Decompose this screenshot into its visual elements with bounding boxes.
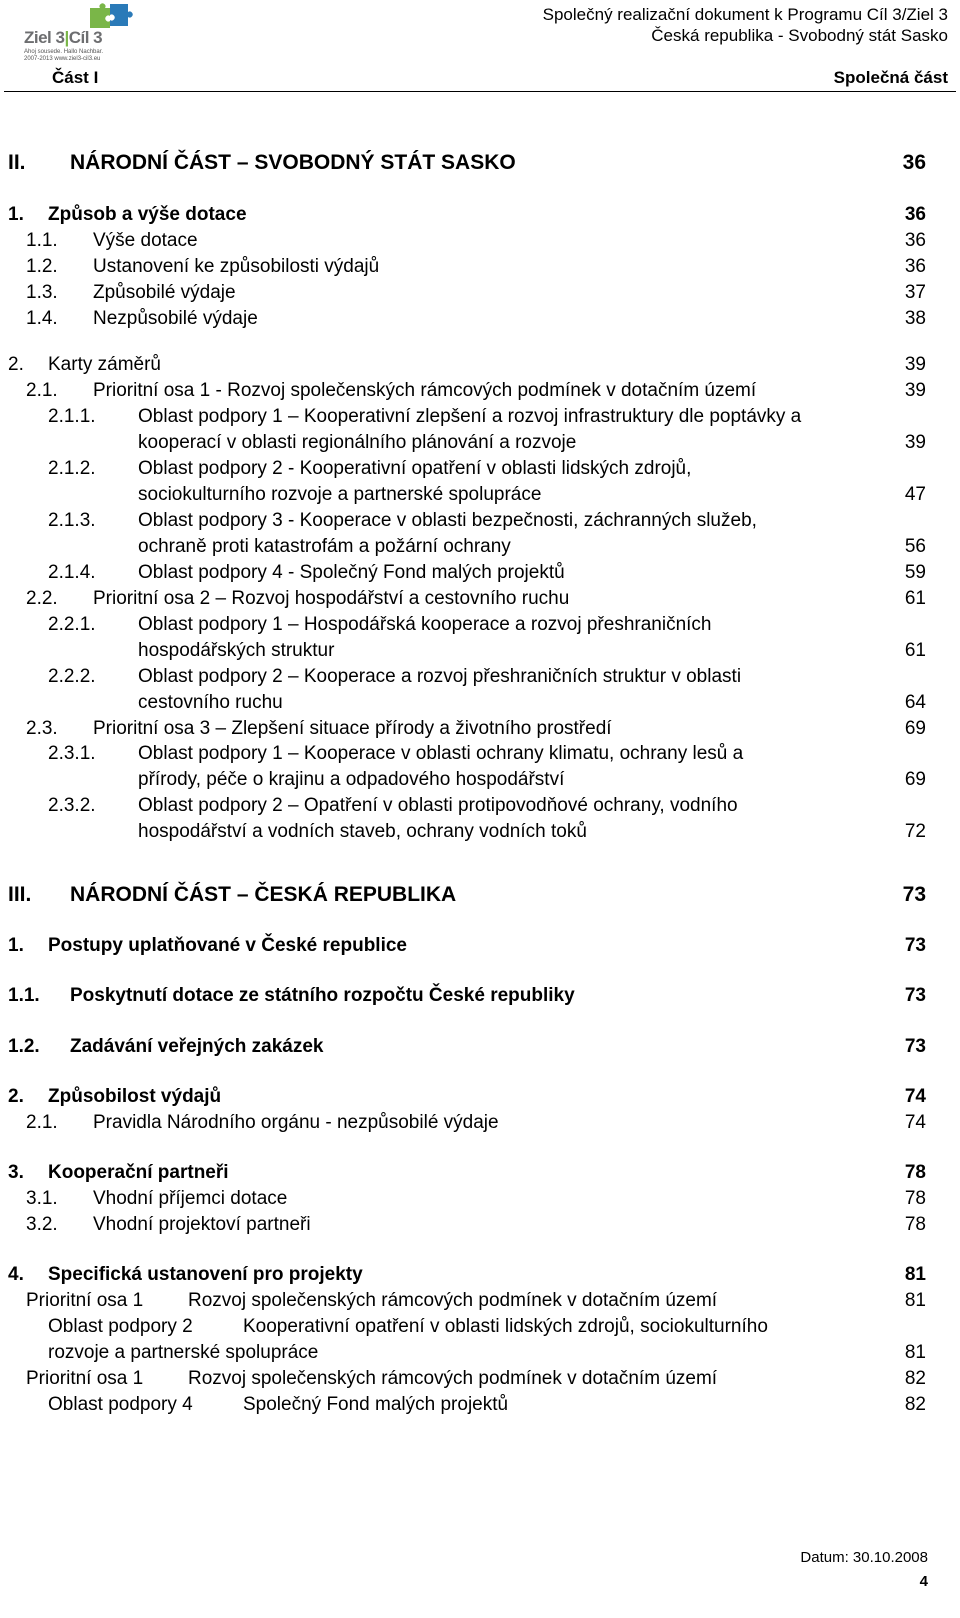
toc-entry-page: 78 [904,1188,926,1209]
toc-entry-number: II. [8,151,26,174]
toc-entry [0,404,926,430]
toc-entry-title: NÁRODNÍ ČÁST – ČESKÁ REPUBLIKA [70,883,457,906]
toc-entry [0,586,926,612]
toc-entry-page: 64 [904,692,926,713]
toc-entry [0,228,926,254]
toc-entry-number: 2.3.2. [48,795,96,816]
toc-entry-title: Rozvoj společenských rámcových podmínek v dotačním území [188,1368,718,1389]
toc-entry [0,482,926,508]
document-title-line2: Česká republika - Svobodný stát Sasko [651,26,948,45]
logo-brand-separator: | [64,28,69,47]
toc-entry [0,306,926,332]
toc-entry-page: 78 [904,1162,926,1183]
toc-entry [0,1392,926,1418]
toc-entry-title: Oblast podpory 2 - Kooperativní opatření v oblasti lidských zdrojů, [138,458,692,479]
toc-entry-title: Vhodní příjemci dotace [93,1188,288,1209]
toc-entry-number: 1. [8,935,24,956]
page-number: 4 [919,1573,928,1590]
toc-entry [0,1160,926,1186]
toc-entry-title: Způsobilé výdaje [93,282,236,303]
toc-entry-title: ochraně proti katastrofám a požární ochrany [138,536,511,557]
toc-entry-number: 2.1.2. [48,458,96,479]
toc-entry-title: Rozvoj společenských rámcových podmínek v dotačním území [188,1290,718,1311]
document-title-line1: Společný realizační dokument k Programu Cíl 3/Ziel 3 [542,5,948,24]
toc-entry-page: 39 [904,432,926,453]
document-title [543,4,948,46]
toc-entry-number: 2.3.1. [48,743,96,764]
logo-tagline-line1: Ahoj sousede. Hallo Nachbar. [24,49,104,55]
toc-entry-page: 69 [904,769,926,790]
toc-entry [0,767,926,793]
toc-entry-number: Prioritní osa 1 [26,1368,144,1389]
toc-entry-title: Prioritní osa 3 – Zlepšení situace přírody a životního prostředí [93,718,612,739]
toc-entry [0,1288,926,1314]
toc-entry-page: 82 [904,1368,926,1389]
toc-entry-number: 2.1. [26,1112,58,1133]
toc-entry-title: hospodářských struktur [138,640,335,661]
toc-entry-number: 2.3. [26,718,58,739]
toc-entry [0,378,926,404]
toc-entry-title: Oblast podpory 4 - Společný Fond malých projektů [138,562,565,583]
logo-brand-left: Ziel 3 [24,28,65,47]
toc-entry-page: 59 [904,562,926,583]
toc-entry-page: 37 [904,282,926,303]
toc-entry-number: 2. [8,1086,24,1107]
toc-entry-title: Výše dotace [93,230,198,251]
toc-entry-page: 36 [904,230,926,251]
toc-entry-title: hospodářství a vodních staveb, ochrany vodních toků [138,821,587,842]
toc-entry [0,534,926,560]
toc-entry-page: 72 [904,821,926,842]
toc-entry [0,690,926,716]
toc-entry [0,430,926,456]
toc-entry [0,741,926,767]
toc-entry-title: Vhodní projektoví partneři [93,1214,311,1235]
toc-entry-number: 1.4. [26,308,58,329]
toc-entry-number: 2. [8,354,24,375]
toc-entry-title: cestovního ruchu [138,692,283,713]
toc-entry [0,149,926,175]
toc-entry [0,1366,926,1392]
toc-entry-title: Způsob a výše dotace [48,204,247,225]
toc-entry-title: rozvoje a partnerské spolupráce [48,1342,319,1363]
toc-entry-number: 2.2.1. [48,614,96,635]
toc-entry [0,793,926,819]
toc-entry-page: 81 [904,1342,926,1363]
toc-entry [0,1314,926,1340]
toc-entry-title: Oblast podpory 2 – Opatření v oblasti protipovodňové ochrany, vodního [138,795,738,816]
toc-entry-page: 81 [904,1264,926,1285]
toc-entry-number: 1.1. [8,985,40,1006]
toc-entry [0,716,926,742]
toc-entry-page: 74 [904,1112,926,1133]
toc-entry-title: Způsobilost výdajů [48,1086,222,1107]
header-divider [4,91,956,92]
toc-entry-number: Prioritní osa 1 [26,1290,144,1311]
logo-tagline [24,49,103,63]
toc-entry-title: Oblast podpory 1 – Hospodářská kooperace a rozvoj přeshraničních [138,614,712,635]
toc-entry-title: Kooperativní opatření v oblasti lidských zdrojů, sociokulturního [243,1316,768,1337]
toc-entry-number: Oblast podpory 2 [48,1316,193,1337]
toc-entry-page: 81 [904,1290,926,1311]
toc-entry-number: 1.2. [8,1036,40,1057]
toc-entry-title: kooperací v oblasti regionálního plánování a rozvoje [138,432,577,453]
toc-entry-number: 1. [8,204,24,225]
toc-entry-number: 2.2. [26,588,58,609]
toc-entry-title: Kooperační partneři [48,1162,229,1183]
toc-entry [0,280,926,306]
logo-tagline-line2: 2007-2013 www.ziel3-cil3.eu [24,56,101,62]
toc-entry [0,202,926,228]
toc-entry [0,1262,926,1288]
toc-entry-page: 39 [904,380,926,401]
puzzle-pieces-icon [86,2,134,30]
toc-entry-number: 4. [8,1264,24,1285]
toc-entry [0,456,926,482]
toc-entry [0,612,926,638]
toc-entry [0,881,926,907]
toc-entry-page: 73 [904,1036,926,1057]
toc-entry-number: 3.2. [26,1214,58,1235]
page-header [0,0,960,92]
part-label: Část I [52,68,99,87]
toc-entry-page: 36 [904,256,926,277]
toc-entry-number: 2.2.2. [48,666,96,687]
toc-entry-title: Oblast podpory 1 – Kooperace v oblasti ochrany klimatu, ochrany lesů a [138,743,744,764]
toc-entry [0,983,926,1009]
toc-entry-title: přírody, péče o krajinu a odpadového hospodářství [138,769,565,790]
toc-entry-page: 61 [904,640,926,661]
toc-entry-title: Společný Fond malých projektů [243,1394,509,1415]
toc-entry-number: 1.2. [26,256,58,277]
toc-entry [0,1212,926,1238]
toc-entry-title: Prioritní osa 1 - Rozvoj společenských rámcových podmínek v dotačním území [93,380,757,401]
toc-entry [0,1110,926,1136]
toc-entry [0,508,926,534]
toc-entry [0,352,926,378]
toc-entry-number: III. [8,883,32,906]
toc-entry-number: 2.1.1. [48,406,96,427]
ziel3-cil3-logo [24,2,134,68]
logo-wordmark [24,28,102,48]
toc-entry-number: Oblast podpory 4 [48,1394,193,1415]
toc-entry-number: 3.1. [26,1188,58,1209]
toc-entry-number: 2.1.4. [48,562,96,583]
logo-brand-right: Cíl 3 [68,28,103,47]
toc-entry-title: Oblast podpory 1 – Kooperativní zlepšení a rozvoj infrastruktury dle poptávky a [138,406,802,427]
toc-entry-page: 73 [904,935,926,956]
toc-entry [0,560,926,586]
toc-entry-title: Zadávání veřejných zakázek [70,1036,324,1057]
toc-entry-title: Specifická ustanovení pro projekty [48,1264,363,1285]
toc-entry-page: 82 [904,1394,926,1415]
toc-entry-page: 61 [904,588,926,609]
toc-entry [0,1186,926,1212]
toc-entry-page: 78 [904,1214,926,1235]
toc-entry-number: 1.1. [26,230,58,251]
toc-entry-number: 1.3. [26,282,58,303]
toc-entry-number: 2.1.3. [48,510,96,531]
toc-entry-title: Poskytnutí dotace ze státního rozpočtu České republiky [70,985,575,1006]
section-label: Společná část [833,68,948,87]
toc-entry-title: Oblast podpory 3 - Kooperace v oblasti bezpečnosti, záchranných služeb, [138,510,757,531]
toc-entry [0,1340,926,1366]
footer-date: Datum: 30.10.2008 [800,1549,928,1566]
toc-entry-page: 69 [904,718,926,739]
toc-entry-number: 2.1. [26,380,58,401]
toc-entry-title: Oblast podpory 2 – Kooperace a rozvoj přeshraničních struktur v oblasti [138,666,742,687]
toc-entry [0,819,926,845]
toc-entry-page: 38 [904,308,926,329]
toc-entry [0,254,926,280]
toc-entry [0,933,926,959]
toc-entry-title: Nezpůsobilé výdaje [93,308,258,329]
toc-entry-title: NÁRODNÍ ČÁST – SVOBODNÝ STÁT SASKO [70,151,516,174]
toc-entry-title: Ustanovení ke způsobilosti výdajů [93,256,380,277]
toc-entry [0,638,926,664]
toc-entry [0,1084,926,1110]
toc-entry-page: 39 [904,354,926,375]
toc-entry-title: Karty záměrů [48,354,161,375]
toc-entry-page: 73 [904,985,926,1006]
toc-entry-page: 36 [902,151,926,174]
toc-entry-page: 73 [902,883,926,906]
toc-entry-page: 36 [904,204,926,225]
toc-entry [0,1034,926,1060]
toc-entry-title: Pravidla Národního orgánu - nezpůsobilé výdaje [93,1112,499,1133]
toc-entry-title: sociokulturního rozvoje a partnerské spolupráce [138,484,542,505]
toc-entry-number: 3. [8,1162,24,1183]
toc-entry [0,664,926,690]
toc-entry-page: 74 [904,1086,926,1107]
toc-entry-page: 56 [904,536,926,557]
toc-entry-title: Postupy uplatňované v České republice [48,935,407,956]
toc-entry-title: Prioritní osa 2 – Rozvoj hospodářství a cestovního ruchu [93,588,570,609]
toc-entry-page: 47 [904,484,926,505]
